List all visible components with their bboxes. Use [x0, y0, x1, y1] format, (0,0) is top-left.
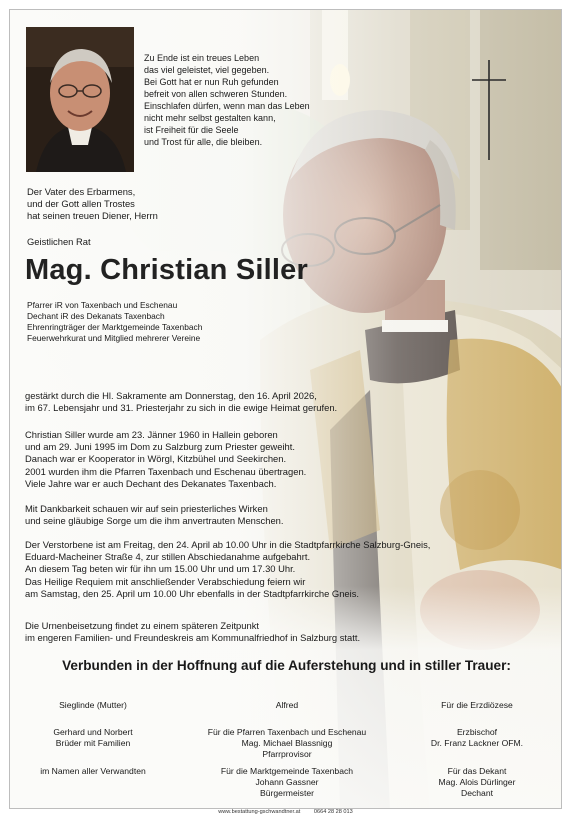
intro-line: hat seinen treuen Diener, Herrn	[27, 210, 158, 221]
poem-line: nicht mehr selbst gestalten kann,	[144, 113, 276, 123]
poem-line: Zu Ende ist ein treues Leben	[144, 53, 260, 63]
paragraph-line: Das Heilige Requiem mit anschließender Verabschiedung feiern wir	[25, 575, 306, 587]
mourner-detail: Erzbischof	[456, 727, 498, 737]
mourner-entry	[18, 700, 168, 711]
mourner-name: Johann Gassner	[255, 776, 319, 787]
mourner-name: Alfred	[275, 700, 299, 710]
paragraph-line: und seine gläubige Sorge um die ihm anvertrauten Menschen.	[25, 515, 284, 527]
paragraph-line: Viele Jahre war er auch Dechant des Dekanates Taxenbach.	[25, 477, 277, 489]
paragraph-line: am Samstag, den 25. April um 10.00 Uhr ebenfalls in der Stadtpfarrkirche Gneis.	[25, 587, 360, 599]
paragraph-line: 2001 wurden ihm die Pfarren Taxenbach und Eschenau übertragen.	[25, 465, 307, 477]
paragraph-line: im engeren Familien- und Freundeskreis am Kommunalfriedhof in Salzburg statt.	[25, 632, 361, 644]
mourner-entry	[182, 766, 392, 798]
deceased-name: Mag. Christian Siller	[25, 254, 308, 286]
mourner-name: im Namen aller Verwandten	[40, 766, 146, 776]
poem	[144, 52, 310, 148]
phone-number: 0664 28 28 013	[313, 809, 353, 815]
intro-text	[27, 186, 158, 222]
paragraph-line: An diesem Tag beten wir für ihn um 15.00 Uhr und um 17.30 Uhr.	[25, 563, 296, 575]
mourner-entry	[182, 727, 392, 759]
paragraph-line: gestärkt durch die Hl. Sakramente am Donnerstag, den 16. April 2026,	[25, 390, 317, 401]
mourner-detail: Pfarrprovisor	[262, 748, 312, 759]
paragraph-line: Danach war er Kooperator in Wörgl, Kitzbühel und Seekirchen.	[25, 453, 287, 465]
paragraph-line: Die Urnenbeisetzung findet zu einem späteren Zeitpunkt	[25, 620, 259, 631]
intro-line: und der Gott allen Trostes	[27, 198, 135, 209]
paragraph-line: Der Verstorbene ist am Freitag, den 24. April ab 10.00 Uhr in die Stadtpfarrkirche Salzburg-Gneis,	[25, 539, 431, 550]
burial-paragraph	[25, 620, 360, 644]
paragraph-line: Christian Siller wurde am 23. Jänner 1960 in Hallein geboren	[25, 429, 278, 440]
mourner-detail: Bürgermeister	[260, 787, 314, 798]
role-line: Feuerwehrkurat und Mitglied mehrerer Vereine	[27, 333, 201, 343]
mourner-entry	[18, 727, 168, 749]
mourner-entry	[402, 700, 552, 711]
mourner-entry	[182, 700, 392, 711]
poem-line: das viel geleistet, viel gegeben.	[144, 65, 270, 75]
mourner-detail: Dechant	[460, 787, 493, 798]
mourner-name: Gerhard und Norbert	[53, 727, 133, 737]
role-line: Dechant iR des Dekanats Taxenbach	[27, 311, 165, 321]
mourner-entry	[18, 766, 168, 777]
poem-line: ist Freiheit für die Seele	[144, 125, 239, 135]
mourner-organization: Für die Marktgemeinde Taxenbach	[220, 766, 354, 776]
paragraph-line: im 67. Lebensjahr und 31. Priesterjahr zu sich in die ewige Heimat gerufen.	[25, 402, 338, 414]
role-line: Pfarrer iR von Taxenbach und Eschenau	[27, 300, 178, 310]
paragraph-line: und am 29. Juni 1995 im Dom zu Salzburg zum Priester geweiht.	[25, 441, 295, 453]
mourner-detail: Brüder mit Familien	[55, 737, 131, 748]
portrait-photo	[26, 27, 134, 172]
mourner-entry	[402, 766, 552, 798]
paragraph-line: Eduard-Macheiner Straße 4, zur stillen Abschiedanahme aufgebahrt.	[25, 551, 311, 563]
death-notice-paragraph	[25, 390, 337, 414]
paragraph-line: Mit Dankbarkeit schauen wir auf sein priesterliches Wirken	[25, 503, 268, 514]
gratitude-paragraph	[25, 503, 284, 527]
cross-icon	[472, 60, 506, 160]
mourner-name: Sieglinde (Mutter)	[59, 700, 127, 710]
mourner-organization: Für die Pfarren Taxenbach und Eschenau	[207, 727, 367, 737]
biography-paragraph	[25, 429, 306, 490]
mourning-heading: Verbunden in der Hoffnung auf die Auferstehung und in stiller Trauer:	[62, 658, 511, 673]
mourner-organization: Für das Dekant	[447, 766, 507, 776]
intro-line: Der Vater des Erbarmens,	[27, 186, 136, 197]
honorific-title: Geistlichen Rat	[27, 236, 91, 247]
footer	[0, 809, 571, 815]
obituary-card	[9, 9, 562, 809]
mourner-organization: Für die Erzdiözese	[441, 700, 513, 710]
mourner-name: Dr. Franz Lackner OFM.	[430, 737, 524, 748]
roles-list	[27, 300, 202, 344]
poem-line: Bei Gott hat er nun Ruh gefunden	[144, 77, 279, 87]
role-line: Ehrenringträger der Marktgemeinde Taxenbach	[27, 322, 203, 332]
poem-line: und Trost für alle, die bleiben.	[144, 137, 263, 147]
poem-line: Einschlafen dürfen, wenn man das Leben	[144, 101, 310, 111]
service-details-paragraph	[25, 539, 430, 600]
mourner-name: Mag. Alois Dürlinger	[438, 776, 516, 787]
website-link[interactable]: www.bestattung-gschwandtner.at	[218, 809, 301, 815]
mourner-name: Mag. Michael Blassnigg	[241, 737, 333, 748]
mourner-entry	[402, 727, 552, 749]
poem-line: befreit von allen schweren Stunden.	[144, 89, 288, 99]
